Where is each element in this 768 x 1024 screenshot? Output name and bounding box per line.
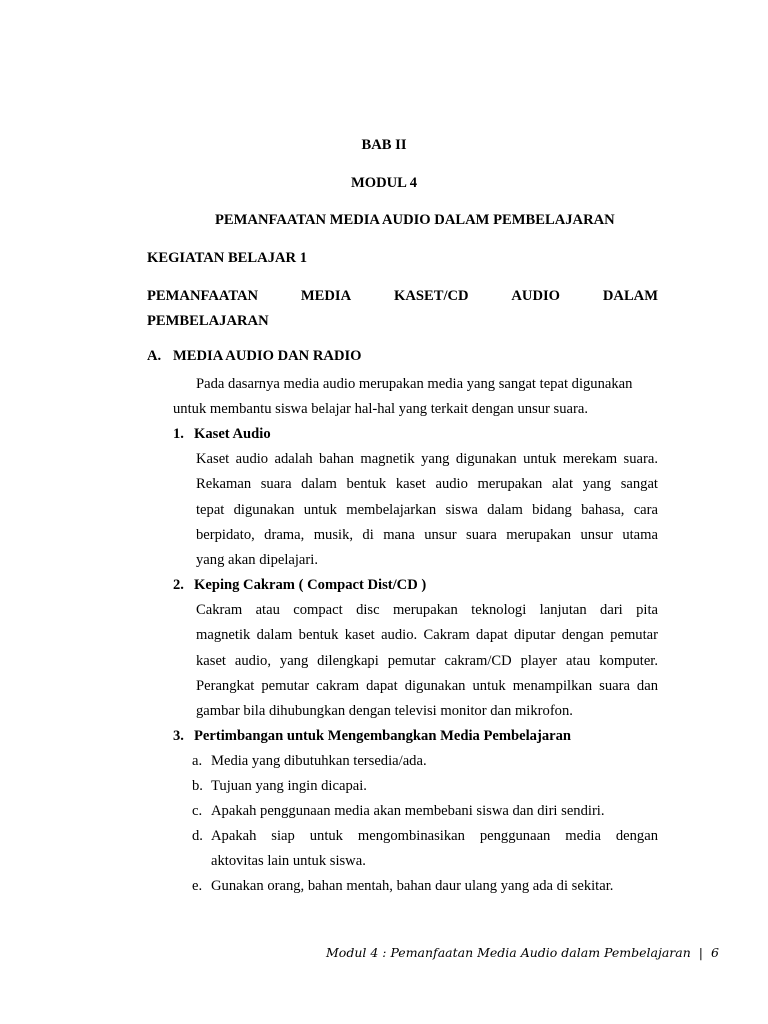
list-item-text: Apakah penggunaan media akan membebani siswa dan diri sendiri.: [211, 803, 605, 819]
list-item-marker: e.: [192, 878, 203, 894]
subtitle-word: PEMANFAATAN: [147, 288, 259, 304]
module-title: PEMANFAATAN MEDIA AUDIO DALAM PEMBELAJARAN: [215, 212, 615, 228]
item-2-line: Cakram atau compact disc merupakan teknologi lanjutan dari pita: [196, 602, 658, 618]
list-item-text: Gunakan orang, bahan mentah, bahan daur ulang yang ada di sekitar.: [211, 878, 614, 894]
footer-separator: |: [698, 945, 703, 960]
item-2-line: kaset audio, yang dilengkapi pemutar cakram/CD player atau komputer.: [196, 653, 658, 669]
item-3-number: 3.: [173, 728, 184, 744]
item-1-line: tepat digunakan untuk membelajarkan siswa dalam bidang bahasa, cara: [196, 502, 658, 518]
module-heading: MODUL 4: [350, 175, 418, 191]
list-item-continuation: aktovitas lain untuk siswa.: [211, 853, 366, 869]
item-2-title: Keping Cakram ( Compact Dist/CD ): [194, 577, 427, 593]
subtitle-word: MEDIA: [300, 288, 352, 304]
item-2-line: magnetik dalam bentuk kaset audio. Cakram dapat diputar dengan pemutar: [196, 627, 658, 643]
section-a-intro-line: untuk membantu siswa belajar hal-hal yang terkait dengan unsur suara.: [173, 401, 588, 417]
page-number: 6: [710, 945, 719, 960]
subtitle-line-2: PEMBELAJARAN: [147, 313, 269, 329]
subtitle-word: DALAM: [602, 288, 658, 304]
item-1-line: Rekaman suara dalam bentuk kaset audio merupakan alat yang sangat: [196, 476, 658, 492]
list-item-marker: d.: [192, 828, 203, 844]
item-1-title: Kaset Audio: [194, 426, 271, 442]
item-2-number: 2.: [173, 577, 184, 593]
subtitle-word: KASET/CD: [393, 288, 469, 304]
list-item-text: Tujuan yang ingin dicapai.: [211, 778, 367, 794]
item-3-title: Pertimbangan untuk Mengembangkan Media Pembelajaran: [194, 728, 572, 744]
item-1-line: Kaset audio adalah bahan magnetik yang digunakan untuk merekam suara.: [196, 451, 658, 467]
chapter-heading: BAB II: [361, 137, 407, 153]
subtitle-word: AUDIO: [511, 288, 561, 304]
list-item-marker: b.: [192, 778, 203, 794]
item-2-line: gambar bila dihubungkan dengan televisi monitor dan mikrofon.: [196, 703, 573, 719]
list-item-text: Apakah siap untuk mengombinasikan penggunaan media dengan: [211, 828, 658, 844]
section-a-marker: A.: [147, 348, 162, 364]
page-footer: [326, 945, 719, 960]
section-a-title: MEDIA AUDIO DAN RADIO: [173, 348, 362, 364]
footer-title: Modul 4 : Pemanfaatan Media Audio dalam Pembelajaran: [326, 945, 691, 960]
activity-heading: KEGIATAN BELAJAR 1: [147, 250, 308, 266]
list-item-marker: a.: [192, 753, 203, 769]
item-2-line: Perangkat pemutar cakram dapat digunakan untuk menampilkan suara dan: [196, 678, 658, 694]
subtitle-line-1: [147, 288, 658, 305]
list-item-marker: c.: [192, 803, 203, 819]
list-item-text: Media yang dibutuhkan tersedia/ada.: [211, 753, 427, 769]
item-1-line: berpidato, drama, musik, di mana unsur suara merupakan unsur utama: [196, 527, 658, 543]
item-1-line: yang akan dipelajari.: [196, 552, 318, 568]
section-a-intro-line: Pada dasarnya media audio merupakan media yang sangat tepat digunakan: [196, 376, 633, 392]
item-1-number: 1.: [173, 426, 184, 442]
